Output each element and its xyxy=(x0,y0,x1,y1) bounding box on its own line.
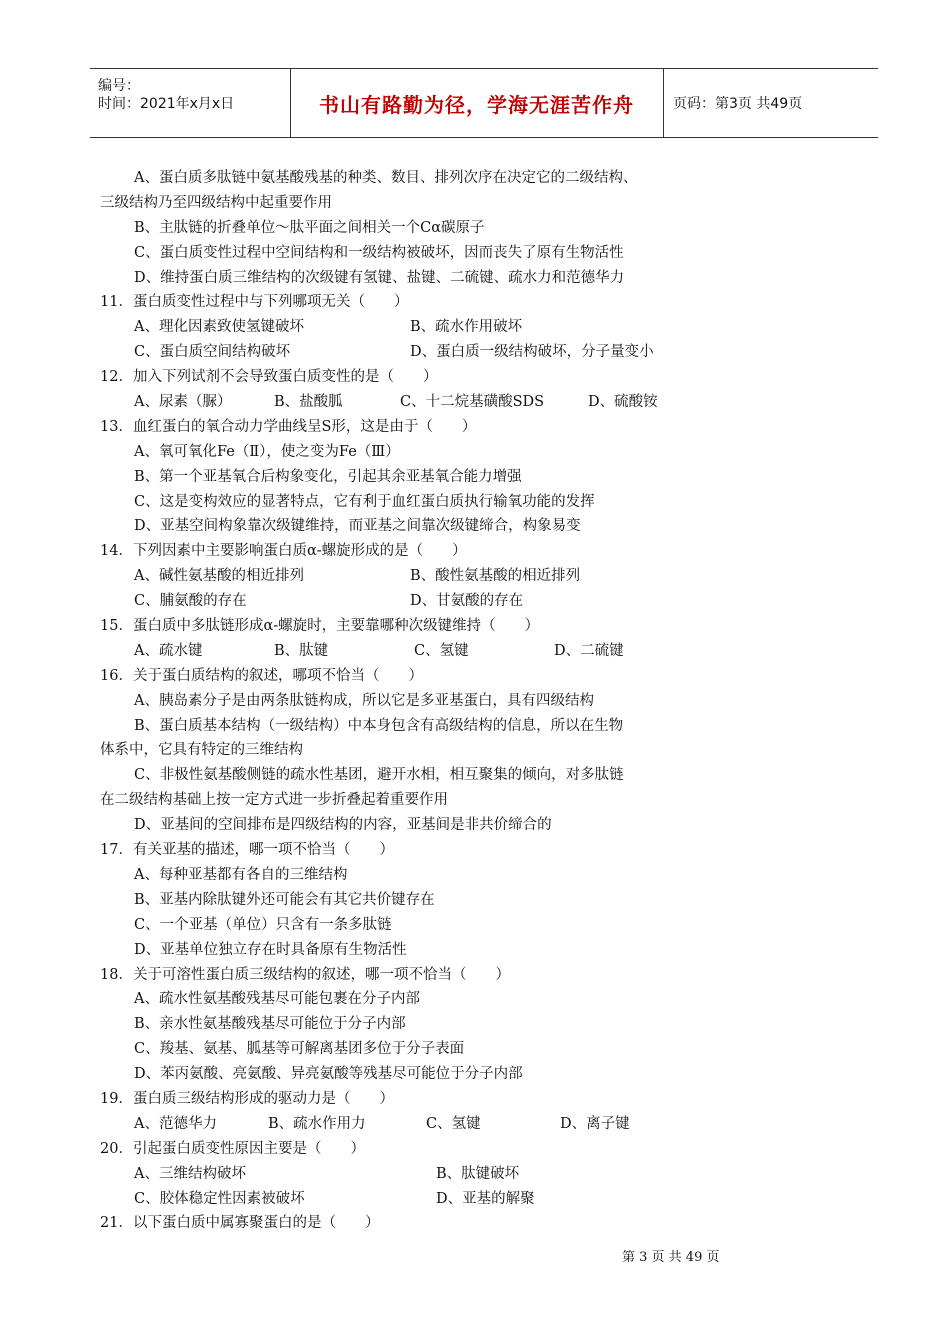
option-line: C、非极性氨基酸侧链的疏水性基团，避开水相，相互聚集的倾向，对多肽链 xyxy=(134,767,624,784)
question-line: 13．血红蛋白的氧合动力学曲线呈S形，这是由于（ ） xyxy=(100,418,477,435)
option-text: B、疏水作用力 xyxy=(268,1115,366,1132)
option-text: A、三维结构破坏 xyxy=(134,1165,246,1182)
option-line: A、疏水性氨基酸残基尽可能包裹在分子内部 xyxy=(134,991,420,1008)
option-text: D、离子键 xyxy=(560,1115,630,1132)
option-text: A、理化因素致使氢键破坏 xyxy=(134,319,304,336)
option-text: C、氢键 xyxy=(414,642,469,659)
option-line: D、亚基单位独立存在时具备原有生物活性 xyxy=(134,941,407,958)
option-line: A、胰岛素分子是由两条肽链构成，所以它是多亚基蛋白，具有四级结构 xyxy=(134,692,594,709)
option-text: C、十二烷基磺酸SDS xyxy=(400,394,545,411)
question-line: 17．有关亚基的描述，哪一项不恰当（ ） xyxy=(100,842,394,859)
option-line: A、每种亚基都有各自的三维结构 xyxy=(134,866,348,883)
option-line: C、羧基、氨基、胍基等可解离基团多位于分子表面 xyxy=(134,1041,465,1058)
option-text: D、甘氨酸的存在 xyxy=(410,593,524,610)
option-text: B、肽键 xyxy=(274,642,329,659)
header-motto-cell xyxy=(290,69,664,137)
option-text: D、二硫键 xyxy=(554,642,624,659)
question-line: 18．关于可溶性蛋白质三级结构的叙述，哪一项不恰当（ ） xyxy=(100,966,510,983)
options-row xyxy=(100,1162,740,1187)
question-line: 19．蛋白质三级结构形成的驱动力是（ ） xyxy=(100,1090,394,1107)
options-row xyxy=(100,639,740,664)
header-page-cell xyxy=(663,69,878,137)
option-text: D、亚基的解聚 xyxy=(436,1190,535,1207)
option-text: C、脯氨酸的存在 xyxy=(134,593,247,610)
page-header xyxy=(90,68,878,138)
option-text: D、蛋白质一级结构破坏，分子量变小 xyxy=(410,344,654,361)
option-text: C、氢键 xyxy=(426,1115,481,1132)
option-line: B、亚基内除肽键外还可能会有其它共价键存在 xyxy=(134,891,435,908)
option-line: D、亚基空间构象靠次级键维持，而亚基之间靠次级键缔合，构象易变 xyxy=(134,518,581,535)
question-line: 21．以下蛋白质中属寡聚蛋白的是（ ） xyxy=(100,1215,380,1232)
options-row xyxy=(100,589,740,614)
question-line: 14．下列因素中主要影响蛋白质α-螺旋形成的是（ ） xyxy=(100,543,467,560)
option-line: B、主肽链的折叠单位～肽平面之间相关一个Cα碳原子 xyxy=(134,219,485,236)
question-line: 15．蛋白质中多肽链形成α-螺旋时，主要靠哪种次级键维持（ ） xyxy=(100,618,540,635)
serial-label: 编号： xyxy=(98,78,140,94)
option-line: C、蛋白质变性过程中空间结构和一级结构被破坏，因而丧失了原有生物活性 xyxy=(134,244,624,261)
option-text: B、盐酸胍 xyxy=(274,394,343,411)
question-line: 16．关于蛋白质结构的叙述，哪项不恰当（ ） xyxy=(100,667,423,684)
option-line: B、第一个亚基氧合后构象变化，引起其余亚基氧合能力增强 xyxy=(134,468,522,485)
option-text: A、碱性氨基酸的相近排列 xyxy=(134,568,304,585)
option-text: A、范德华力 xyxy=(134,1115,217,1132)
option-text: B、酸性氨基酸的相近排列 xyxy=(410,568,581,585)
option-text: B、肽键破坏 xyxy=(436,1165,520,1182)
question-line: 12．加入下列试剂不会导致蛋白质变性的是（ ） xyxy=(100,369,438,386)
time-label: 时间：2021年x月x日 xyxy=(98,96,235,112)
motto-text: 书山有路勤为径，学海无涯苦作舟 xyxy=(319,93,634,117)
option-text: C、胶体稳定性因素被破坏 xyxy=(134,1190,305,1207)
option-line: D、苯丙氨酸、亮氨酸、异亮氨酸等残基尽可能位于分子内部 xyxy=(134,1066,523,1083)
option-line: D、维持蛋白质三维结构的次级键有氢键、盐键、二硫键、疏水力和范德华力 xyxy=(134,269,625,286)
question-line: 在二级结构基础上按一定方式进一步折叠起着重要作用 xyxy=(100,792,448,809)
question-line: 11．蛋白质变性过程中与下列哪项无关（ ） xyxy=(100,294,409,311)
option-line: C、这是变构效应的显著特点，它有利于血红蛋白质执行输氧功能的发挥 xyxy=(134,493,595,510)
option-text: B、疏水作用破坏 xyxy=(410,319,523,336)
option-line: A、蛋白质多肽链中氨基酸残基的种类、数目、排列次序在决定它的二级结构、 xyxy=(134,170,638,186)
option-text: D、硫酸铵 xyxy=(588,394,658,411)
option-line: B、亲水性氨基酸残基尽可能位于分子内部 xyxy=(134,1016,406,1033)
options-row xyxy=(100,1187,740,1212)
options-row xyxy=(100,390,740,415)
document-body xyxy=(100,166,740,1236)
options-row xyxy=(100,340,740,365)
options-row xyxy=(100,564,740,589)
option-line: A、氧可氧化Fe（Ⅱ），使之变为Fe（Ⅲ） xyxy=(134,443,400,460)
option-text: A、尿素（脲） xyxy=(134,394,232,411)
question-line: 三级结构乃至四级结构中起重要作用 xyxy=(100,194,332,211)
options-row xyxy=(100,315,740,340)
option-line: C、一个亚基（单位）只含有一条多肽链 xyxy=(134,916,392,933)
options-row xyxy=(100,1112,740,1137)
option-line: B、蛋白质基本结构（一级结构）中本身包含有高级结构的信息，所以在生物 xyxy=(134,717,624,734)
option-text: C、蛋白质空间结构破坏 xyxy=(134,344,291,361)
option-text: A、疏水键 xyxy=(134,642,203,659)
option-line: D、亚基间的空间排布是四级结构的内容，亚基间是非共价缔合的 xyxy=(134,817,552,834)
question-line: 体系中，它具有特定的三维结构 xyxy=(100,742,303,759)
page-number-label: 页码：第3页 共49页 xyxy=(673,96,803,112)
header-info-cell xyxy=(90,69,291,137)
page-footer: 第 3 页 共 49 页 xyxy=(622,1250,720,1265)
question-line: 20．引起蛋白质变性原因主要是（ ） xyxy=(100,1140,365,1157)
